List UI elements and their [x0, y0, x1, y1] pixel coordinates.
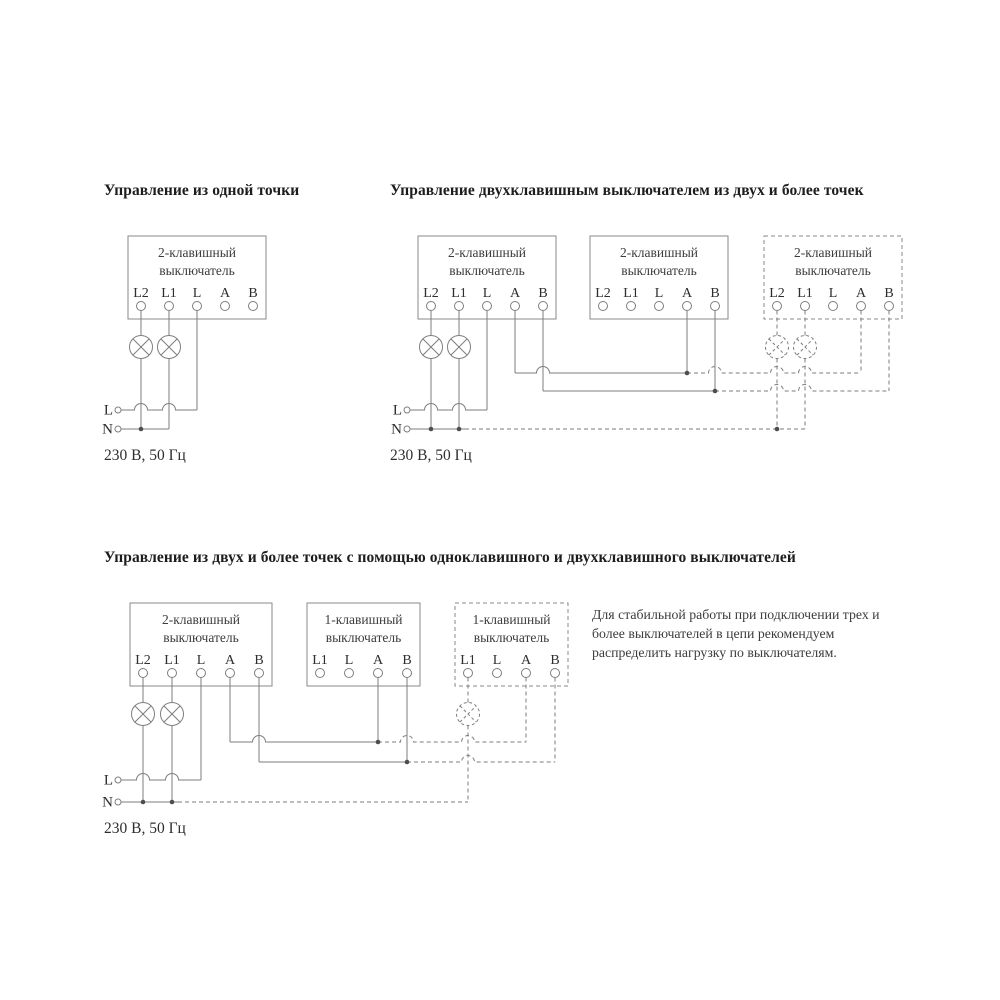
- terminal-label: A: [855, 286, 867, 301]
- source-terminal: [404, 426, 410, 432]
- terminal-label: A: [520, 653, 532, 668]
- note-line: распределить нагрузку по выключателям.: [592, 645, 837, 660]
- terminal-circle: [165, 302, 174, 311]
- terminal-label: L: [192, 286, 202, 301]
- terminal-label: A: [681, 286, 693, 301]
- junction-dot: [429, 427, 434, 432]
- note-line: Для стабильной работы при подключении трех и: [592, 607, 880, 622]
- terminal-circle: [403, 669, 412, 678]
- terminal-circle: [374, 669, 383, 678]
- terminal-label: L2: [595, 286, 611, 301]
- junction-dot: [376, 740, 381, 745]
- terminal-circle: [627, 302, 636, 311]
- terminal-label: B: [550, 653, 560, 668]
- junction-dot: [141, 800, 146, 805]
- terminal-circle: [197, 669, 206, 678]
- control-bus-b: [715, 385, 889, 392]
- switch-label: 1-клавишный: [472, 612, 551, 627]
- terminal-circle: [483, 302, 492, 311]
- terminal-circle: [711, 302, 720, 311]
- section-title-single-point: Управление из одной точки: [104, 182, 300, 199]
- terminal-circle: [599, 302, 608, 311]
- phase-label: L: [103, 772, 113, 789]
- source-terminal: [115, 777, 121, 783]
- power-rating-label: 230 В, 50 Гц: [104, 820, 186, 837]
- switch-label: выключатель: [449, 263, 525, 278]
- terminal-label: L1: [451, 286, 467, 301]
- terminal-label: L: [344, 653, 354, 668]
- terminal-label: B: [254, 653, 264, 668]
- switch-label: выключатель: [325, 630, 402, 645]
- control-bus-a: [687, 367, 861, 374]
- terminal-label: B: [538, 286, 548, 301]
- terminal-circle: [539, 302, 548, 311]
- terminal-circle: [345, 669, 354, 678]
- source-terminal: [115, 799, 121, 805]
- terminal-circle: [511, 302, 520, 311]
- terminal-label: L2: [769, 286, 785, 301]
- control-bus-b: [407, 756, 555, 763]
- source-terminal: [115, 407, 121, 413]
- junction-dot: [457, 427, 462, 432]
- terminal-label: A: [224, 653, 236, 668]
- control-bus-a: [230, 736, 378, 743]
- phase-label: L: [103, 402, 113, 419]
- control-bus-a: [378, 736, 526, 743]
- neutral-label: N: [102, 794, 113, 811]
- terminal-circle: [193, 302, 202, 311]
- switch-label: выключатель: [159, 263, 235, 278]
- terminal-circle: [885, 302, 894, 311]
- terminal-circle: [168, 669, 177, 678]
- source-terminal: [404, 407, 410, 413]
- terminal-circle: [427, 302, 436, 311]
- terminal-label: A: [372, 653, 384, 668]
- control-bus-a: [515, 367, 687, 374]
- terminal-circle: [226, 669, 235, 678]
- switch-label: 2-клавишный: [161, 612, 241, 627]
- section-title-two-key-multi-point: Управление двухклавишным выключателем из двух и более точек: [390, 182, 864, 199]
- switch-label: 1-клавишный: [324, 612, 403, 627]
- terminal-label: L: [492, 653, 502, 668]
- terminal-label: L2: [135, 653, 151, 668]
- switch-label: 2-клавишный: [447, 245, 527, 260]
- terminal-circle: [255, 669, 264, 678]
- terminal-circle: [522, 669, 531, 678]
- terminal-circle: [221, 302, 230, 311]
- junction-dot: [139, 427, 144, 432]
- terminal-label: B: [710, 286, 720, 301]
- terminal-label: A: [219, 286, 231, 301]
- terminal-label: L: [196, 653, 206, 668]
- section-title-mixed-switches: Управление из двух и более точек с помощью одноклавишного и двухклавишного выключателей: [104, 549, 796, 566]
- terminal-circle: [829, 302, 838, 311]
- phase-line: [410, 404, 487, 410]
- switch-label: выключатель: [163, 630, 239, 645]
- junction-dot: [775, 427, 780, 432]
- terminal-circle: [493, 669, 502, 678]
- power-rating-label: 230 В, 50 Гц: [390, 447, 472, 464]
- terminal-circle: [683, 302, 692, 311]
- terminal-label: L2: [133, 286, 149, 301]
- terminal-label: L1: [164, 653, 180, 668]
- junction-dot: [685, 371, 690, 376]
- source-terminal: [115, 426, 121, 432]
- terminal-label: A: [509, 286, 521, 301]
- terminal-label: B: [402, 653, 412, 668]
- stability-note: [592, 605, 952, 662]
- terminal-circle: [455, 302, 464, 311]
- terminal-label: L: [828, 286, 838, 301]
- junction-dot: [170, 800, 175, 805]
- power-rating-label: 230 В, 50 Гц: [104, 447, 186, 464]
- terminal-label: L1: [623, 286, 639, 301]
- junction-dot: [405, 760, 410, 765]
- terminal-circle: [551, 669, 560, 678]
- terminal-label: L1: [161, 286, 177, 301]
- terminal-circle: [139, 669, 148, 678]
- terminal-label: L1: [312, 653, 328, 668]
- phase-line: [121, 404, 197, 410]
- terminal-label: L: [482, 286, 492, 301]
- terminal-label: L2: [423, 286, 439, 301]
- switch-label: 2-клавишный: [157, 245, 237, 260]
- note-line: более выключателей в цепи рекомендуем: [592, 626, 835, 641]
- terminal-label: L1: [460, 653, 476, 668]
- terminal-label: B: [884, 286, 894, 301]
- switch-label: выключатель: [795, 263, 871, 278]
- terminal-circle: [464, 669, 473, 678]
- neutral-label: N: [102, 421, 113, 438]
- terminal-circle: [249, 302, 258, 311]
- terminal-circle: [655, 302, 664, 311]
- terminal-label: B: [248, 286, 258, 301]
- terminal-circle: [316, 669, 325, 678]
- switch-label: 2-клавишный: [793, 245, 873, 260]
- terminal-label: L1: [797, 286, 813, 301]
- terminal-circle: [773, 302, 782, 311]
- phase-line: [121, 774, 201, 780]
- switch-label: выключатель: [621, 263, 697, 278]
- terminal-circle: [857, 302, 866, 311]
- phase-label: L: [392, 402, 402, 419]
- terminal-circle: [137, 302, 146, 311]
- junction-dot: [713, 389, 718, 394]
- terminal-circle: [801, 302, 810, 311]
- switch-label: 2-клавишный: [619, 245, 699, 260]
- switch-label: выключатель: [473, 630, 550, 645]
- neutral-label: N: [391, 421, 402, 438]
- terminal-label: L: [654, 286, 664, 301]
